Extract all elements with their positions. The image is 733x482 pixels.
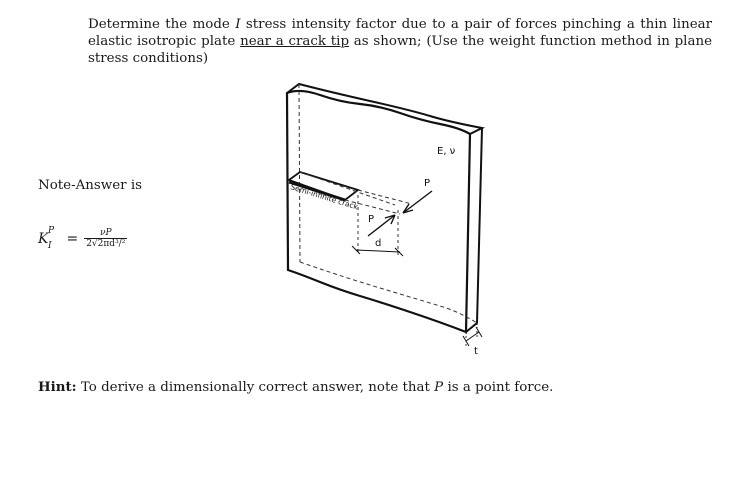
- problem-underlined-text: near a crack tip: [240, 34, 350, 49]
- dimension-d-line: [356, 250, 400, 252]
- force-arrow-outer: [403, 191, 432, 213]
- note-answer-label: Note-Answer is: [38, 178, 142, 193]
- problem-text-part2: stress intensity factor due to a pair of forces pinching a thin linear elastic isotropic plate: [88, 17, 713, 49]
- thickness-label: t: [474, 346, 478, 357]
- formula-subscript: I: [48, 240, 52, 251]
- formula-denominator: 2√2πd³/²: [86, 239, 126, 249]
- plate-front-face: [287, 91, 470, 332]
- hint-text: [38, 379, 553, 395]
- force-label-inner: P: [368, 214, 375, 225]
- crack-label: Semi-infinite crack: [289, 182, 360, 212]
- plate-hidden-edge-bottom: [300, 262, 477, 323]
- problem-text-part1: Determine the mode: [88, 17, 236, 32]
- hint-label: Hint:: [38, 379, 77, 395]
- formula-equals: =: [66, 230, 79, 247]
- hint-part1: To derive a dimensionally correct answer, note that: [76, 380, 435, 395]
- problem-text-part3: as shown; (Use the weight function method in plane stress conditions): [88, 34, 712, 66]
- distance-label: d: [375, 238, 382, 249]
- formula-numerator: νP: [100, 228, 112, 238]
- formula-superscript: P: [48, 225, 55, 236]
- material-label: E, ν: [437, 146, 456, 157]
- force-label-outer: P: [424, 178, 431, 189]
- hint-part2: is a point force.: [443, 380, 554, 395]
- formula-k: K: [38, 230, 49, 247]
- hint-symbol: P: [434, 380, 444, 395]
- mode-symbol: I: [235, 17, 241, 32]
